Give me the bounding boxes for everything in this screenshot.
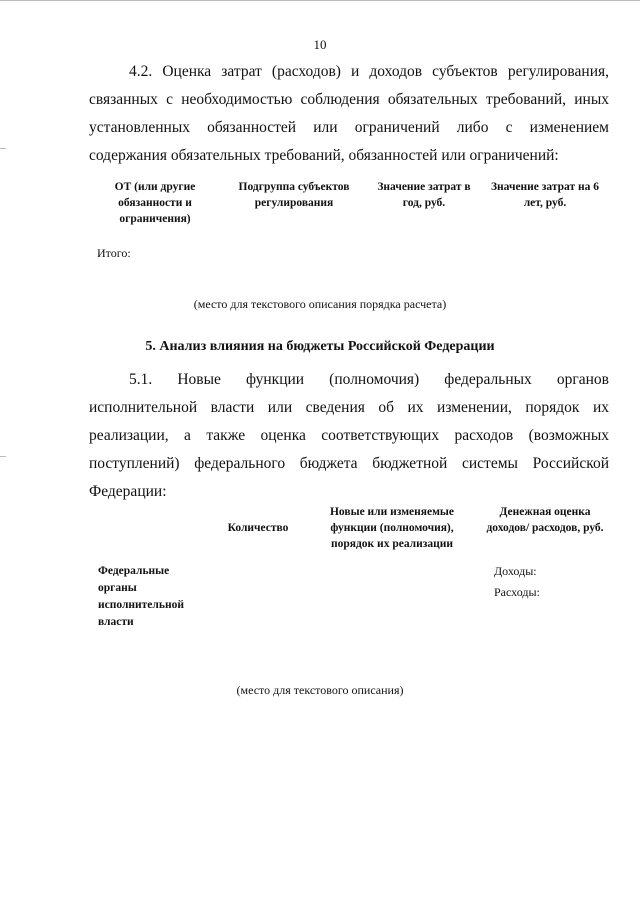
calculation-note: (место для текстового описания порядка расчета) — [193, 297, 447, 311]
section-5-1-paragraph: 5.1. Новые функции (полномочия) федеральных органов исполнительной власти или сведения об их изменении, порядок их реализации, а также оценка соответствующих расходов (возможных поступлений) федерального бюджета бюджетной системы Российской Федерации: — [89, 371, 609, 500]
section-4-2-paragraph: 4.2. Оценка затрат (расходов) и доходов субъектов регулирования, связанных с необходимостью соблюдения обязательных требований, иных установленных обязанностей или ограничений либо с изменением содержания обязательных требований, обязанностей или ограничений: — [89, 63, 609, 164]
table1-header-ot: ОТ (или другие обязанности и ограничения) — [114, 181, 196, 225]
table1-header-subgroup: Подгруппа субъектов регулирования — [238, 181, 350, 209]
table2-header-functions: Новые или изменяемые функции (полномочия), порядок их реализации — [329, 506, 455, 550]
page-number: 10 — [313, 37, 327, 52]
scan-top-border — [0, 0, 640, 1]
federal-bodies-label: Федеральные органы исполнительной власти — [98, 565, 184, 628]
table2-header-quantity: Количество — [227, 522, 289, 534]
section-5-heading: 5. Анализ влияния на бюджеты Российской Федерации — [145, 339, 495, 354]
description-note: (место для текстового описания) — [236, 683, 404, 697]
income-label: Доходы: — [494, 564, 537, 578]
table1-header-cost-year: Значение затрат в год, руб. — [377, 181, 471, 209]
table1-header-cost-6years: Значение затрат на 6 лет, руб. — [490, 181, 600, 209]
table2-header-money: Денежная оценка доходов/ расходов, руб. — [486, 506, 604, 534]
scan-margin-mark — [0, 456, 6, 457]
scan-margin-mark — [0, 148, 6, 149]
expense-label: Расходы: — [494, 585, 540, 599]
total-label: Итого: — [97, 246, 131, 260]
